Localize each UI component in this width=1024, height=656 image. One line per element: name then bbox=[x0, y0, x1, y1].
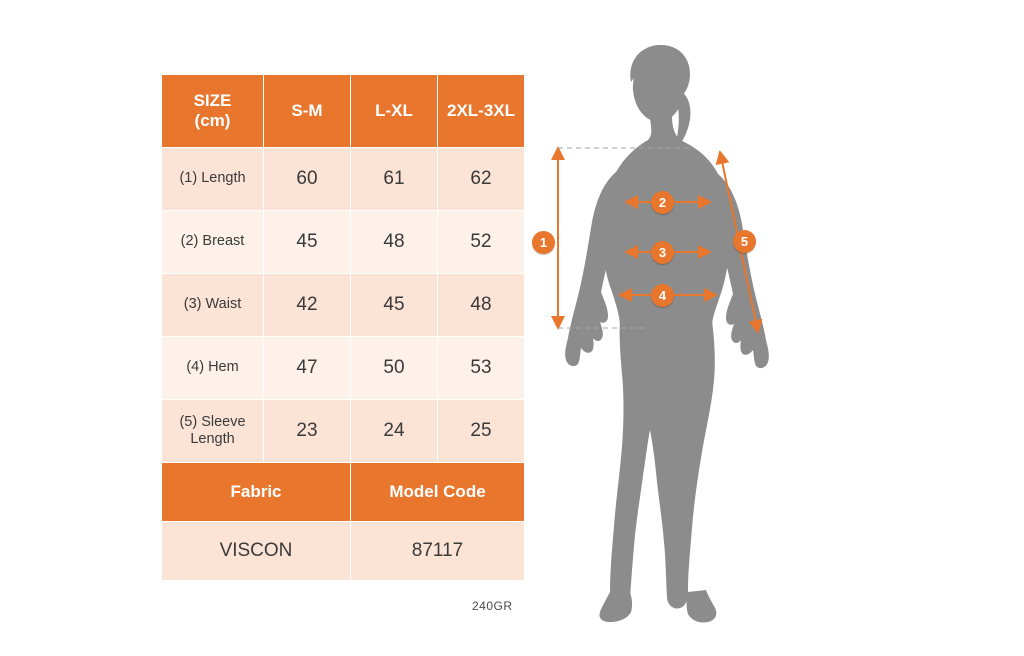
cell-sleeve-2xl3xl: 25 bbox=[438, 400, 525, 463]
footer-header-model-code: Model Code bbox=[351, 463, 525, 522]
cell-hem-lxl: 50 bbox=[351, 337, 438, 400]
cell-sleeve-sm: 23 bbox=[264, 400, 351, 463]
cell-breast-2xl3xl: 52 bbox=[438, 211, 525, 274]
table-row bbox=[162, 148, 525, 211]
fabric-weight-note: 240GR bbox=[472, 599, 513, 613]
cell-length-2xl3xl: 62 bbox=[438, 148, 525, 211]
cell-waist-sm: 42 bbox=[264, 274, 351, 337]
table-row bbox=[162, 400, 525, 463]
header-size-sm: S-M bbox=[264, 75, 351, 148]
row-label-sleeve-length: (5) Sleeve Length bbox=[162, 400, 264, 463]
footer-value-fabric: VISCON bbox=[162, 522, 351, 581]
cell-hem-sm: 47 bbox=[264, 337, 351, 400]
cell-waist-lxl: 45 bbox=[351, 274, 438, 337]
size-chart-table bbox=[161, 74, 525, 581]
header-size-unit bbox=[162, 75, 264, 148]
table-row bbox=[162, 337, 525, 400]
header-size-line1: SIZE bbox=[193, 91, 232, 111]
row-label-length: (1) Length bbox=[162, 148, 264, 211]
cell-breast-sm: 45 bbox=[264, 211, 351, 274]
header-size-lxl: L-XL bbox=[351, 75, 438, 148]
measurement-figure bbox=[530, 20, 1000, 640]
row-label-hem: (4) Hem bbox=[162, 337, 264, 400]
cell-hem-2xl3xl: 53 bbox=[438, 337, 525, 400]
table-footer-header-row bbox=[162, 463, 525, 522]
cell-waist-2xl3xl: 48 bbox=[438, 274, 525, 337]
footer-value-model-code: 87117 bbox=[351, 522, 525, 581]
table-row bbox=[162, 211, 525, 274]
table-row bbox=[162, 274, 525, 337]
row-label-waist: (3) Waist bbox=[162, 274, 264, 337]
header-size-line2: (cm) bbox=[194, 111, 231, 130]
measure-badge-2: 2 bbox=[651, 191, 674, 214]
measure-badge-1: 1 bbox=[532, 231, 555, 254]
cell-length-sm: 60 bbox=[264, 148, 351, 211]
cell-breast-lxl: 48 bbox=[351, 211, 438, 274]
footer-header-fabric: Fabric bbox=[162, 463, 351, 522]
measure-badge-5: 5 bbox=[733, 230, 756, 253]
cell-length-lxl: 61 bbox=[351, 148, 438, 211]
table-header-row bbox=[162, 75, 525, 148]
row-label-breast: (2) Breast bbox=[162, 211, 264, 274]
cell-sleeve-lxl: 24 bbox=[351, 400, 438, 463]
female-body-silhouette bbox=[565, 45, 769, 623]
header-size-2xl3xl: 2XL-3XL bbox=[438, 75, 525, 148]
measure-badge-4: 4 bbox=[651, 284, 674, 307]
measure-badge-3: 3 bbox=[651, 241, 674, 264]
table-footer-value-row bbox=[162, 522, 525, 581]
